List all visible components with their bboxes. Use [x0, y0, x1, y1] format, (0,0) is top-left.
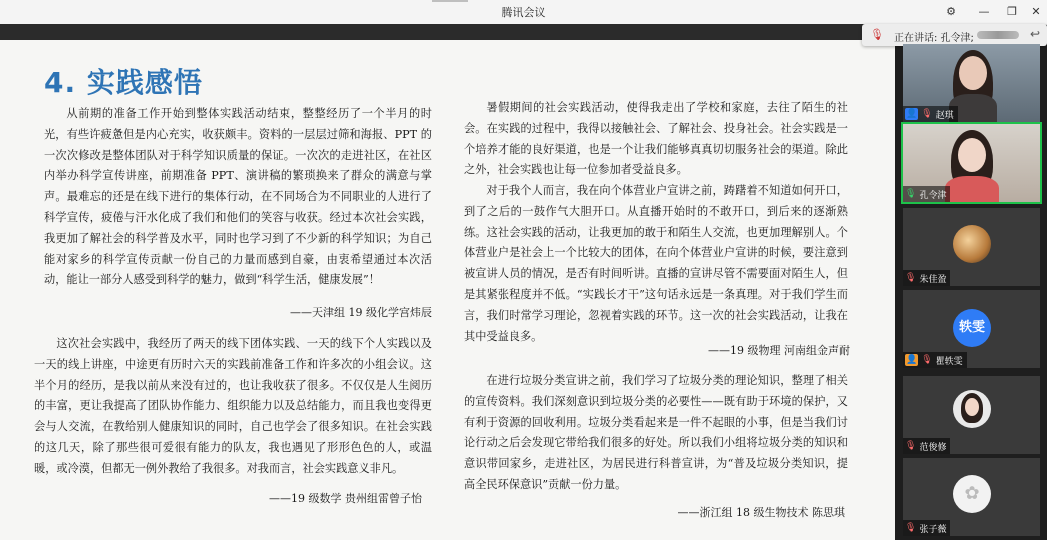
participant-tile[interactable]	[903, 208, 1040, 286]
left-signature-1: ——天津组 19 级化学宫炜辰	[290, 306, 432, 319]
participant-name: 张子薇	[919, 524, 947, 535]
participant-avatar: ✿	[953, 475, 991, 513]
participant-tile[interactable]	[903, 124, 1040, 202]
right-signature-1: ——19 级物理 河南组金声耐	[708, 344, 850, 357]
left-signature-2: ——19 级数学 贵州组雷曾子怡	[269, 492, 422, 505]
host-icon: 👤	[906, 109, 918, 119]
title-indicator	[432, 0, 468, 2]
page-heading: 4. 实践感悟	[44, 66, 203, 99]
participant-namebar	[903, 352, 967, 368]
participant-avatar	[953, 390, 991, 428]
participant-namebar	[903, 520, 950, 536]
user-icon: 👤	[906, 355, 918, 365]
participant-name: 孔令津	[919, 190, 947, 201]
right-paragraph-3: 在进行垃圾分类宣讲之前，我们学习了垃圾分类的理论知识，整理了相关的宣传资料。我们深刻意识到垃圾分类的必要性——既有助于环境的保护，又有利于资源的回收利用。垃圾分类看起来是一件不起眼的小事，但是当我们讨论行动之后会发现它带给我们很多的好处。所以我们小组将垃圾分类的知识和意识带回家乡，走进社区，为居民进行科普宣讲，为“普及垃圾分类知识，提高全民环保意识”贡献一份力量。	[464, 374, 848, 491]
window-title: 腾讯会议	[501, 6, 546, 19]
minimize-button[interactable]: —	[978, 5, 990, 18]
right-signature-2: ——浙江组 18 级生物技术 陈思琪	[677, 506, 845, 519]
participant-tile[interactable]	[903, 458, 1040, 536]
right-paragraph-2: 对于我个人而言，我在向个体营业户宣讲之前，踌躇着不知道如何开口，到了之后的一鼓作气大胆开口。从直播开始时的不敢开口，到后来的逐渐熟练。这社会实践的活动，让我更加的敢于和陌生人交流，也更加理解别人。个体营业户是社会上一个比较大的团体，在向个体营业户宣讲的时候，要注意到被宣讲人员的情况，是否有时间听讲。直播的宣讲尽管不需要面对陌生人，但是其紧张程度并不低。“实践长才干”这句话永远是一条真理。对于我们学生而言，我们时常学习理论，忽视着实践的环节。这一次的社会实践活动，让我在其中受益良多。	[464, 184, 848, 343]
participant-namebar	[903, 186, 950, 202]
mic-muted-icon: 🎙	[921, 355, 933, 365]
participant-avatar	[953, 225, 991, 263]
shared-screen	[0, 40, 895, 540]
restore-button[interactable]: ❐	[1007, 5, 1017, 18]
participant-tile[interactable]	[903, 290, 1040, 368]
mic-muted-icon: 🎙	[905, 273, 917, 283]
speaking-waveform	[977, 31, 1019, 39]
mic-active-icon: 🎙	[905, 189, 917, 199]
collapse-arrow-icon[interactable]: ↩	[1030, 27, 1041, 41]
mic-muted-icon: 🎙	[905, 441, 917, 451]
participant-namebar	[903, 106, 958, 122]
participant-name: 范俊修	[919, 442, 947, 453]
participant-namebar	[903, 270, 950, 286]
speaking-label: 正在讲话: 孔令津;	[894, 33, 974, 44]
right-paragraph-1: 暑假期间的社会实践活动，使得我走出了学校和家庭，去往了陌生的社会。在实践的过程中，我得以接触社会、了解社会、投身社会。社会实践是一个培养才能的良好渠道，也是一个让我们能够真真切切服务社会的渠道。除此之外，社会实践也让每一位参加者受益良多。	[464, 101, 848, 177]
speaking-indicator	[862, 24, 1047, 46]
participant-name: 赵琪	[935, 110, 954, 121]
left-paragraph-1: 从前期的准备工作开始到整体实践活动结束，整整经历了一个半月的时光，有些许疲惫但是内心充实，收获颇丰。资料的一层层过筛和海报、PPT 的一次次修改是整体团队对于科学知识质量的保证。一次次的走进社区，在社区内举办科学宣传讲座，前期准备 PPT、演讲稿的繁琐换来了群众的满意与掌声。最难忘的还是在线下进行的集体行动，在不同场合为不同职业的人进行了科学宣传，疲倦与汗水化成了我们和他们的笑容与收获。经过本次社会实践，我更加了解社会的科学普及水平，同时也学习到了不少新的科学知识；为自己能对家乡的科学宣传贡献一份自己的力量而感到自豪，由衷希望通过本次活动，能让一部分人感受到科学的魅力，做到“科学生活，健康发展”！	[44, 107, 432, 287]
participant-avatar: 轶雯	[953, 309, 991, 347]
window-title-bar	[0, 0, 1047, 25]
share-toolbar-strip	[0, 24, 895, 40]
microphone-icon: 🎙	[870, 28, 884, 41]
mic-muted-icon: 🎙	[921, 109, 933, 119]
participant-namebar	[903, 438, 950, 454]
participant-tile[interactable]	[903, 44, 1040, 122]
settings-icon[interactable]: ⚙	[946, 5, 956, 18]
participant-name: 瞿轶雯	[935, 356, 963, 367]
close-button[interactable]: ✕	[1031, 5, 1041, 18]
mic-muted-icon: 🎙	[905, 523, 917, 533]
participant-tile[interactable]	[903, 376, 1040, 454]
participant-name: 朱佳盈	[919, 274, 947, 285]
left-paragraph-2: 这次社会实践中，我经历了两天的线下团体实践、一天的线下个人实践以及一天的线上讲座，中途更有历时六天的实践前准备工作和许多次的小组会议。这半个月的经历，是我以前从来没有过的，也让我收获了很多。不仅仅是人生阅历的丰富，更让我提高了团队协作能力、组织能力以及总结能力，而且我也变得更会与人交流，在教给别人健康知识的同时，自己也学会了很多知识。在社会实践的这几天，除了那些很可爱很有能力的队友，我也遇见了形形色色的人，或温暖，或冷漠，但都无一例外教给了我很多。对我而言，社会实践意义非凡。	[34, 337, 432, 475]
